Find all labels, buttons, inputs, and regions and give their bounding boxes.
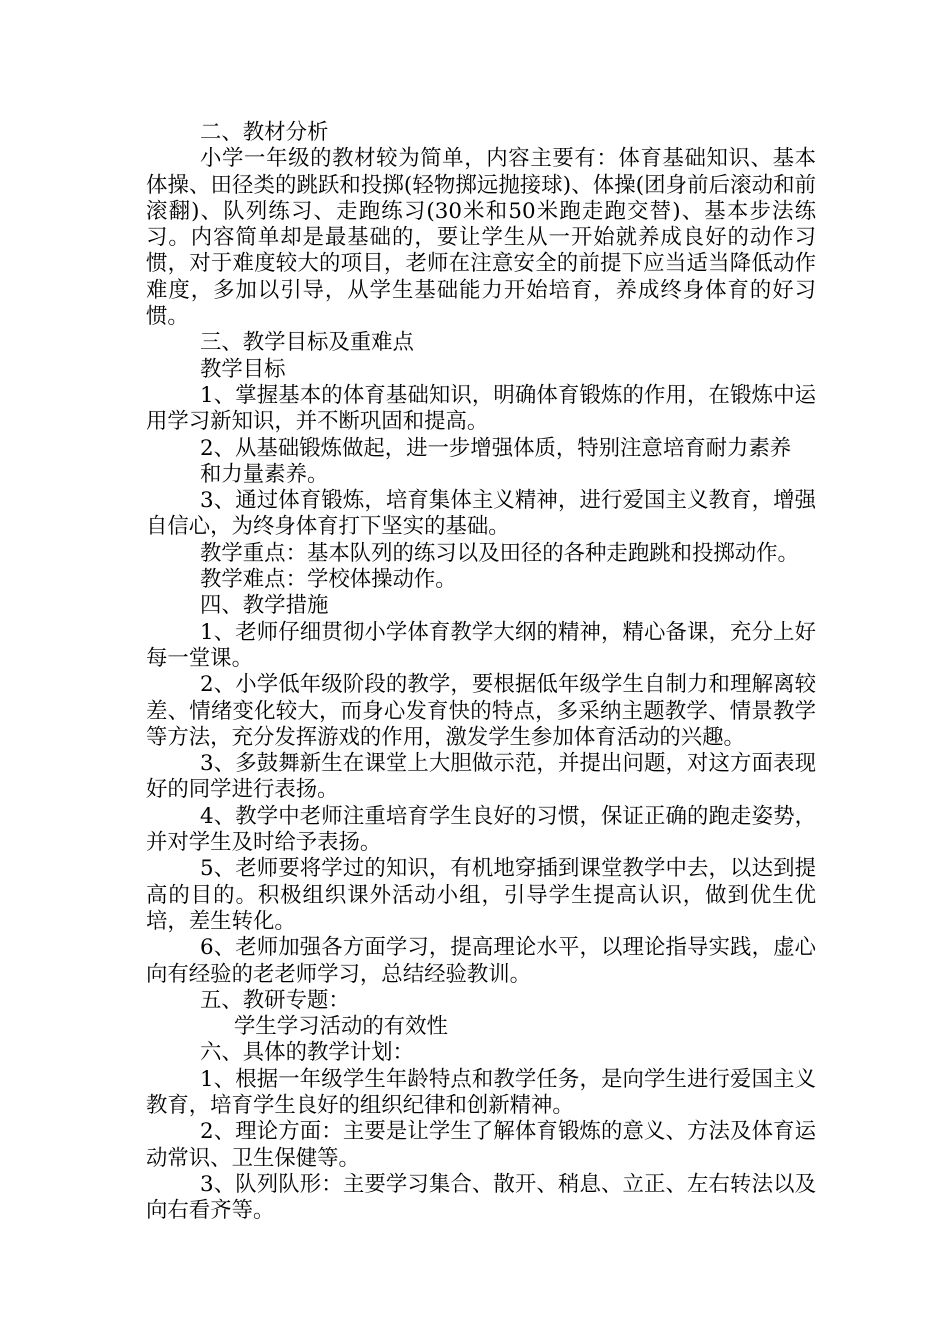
research-topic: 学生学习活动的有效性 (234, 1014, 448, 1040)
plan-item-3: 3、队列队形：主要学习集合、散开、稍息、立正、左右转法以及向右看齐等。 (146, 1171, 816, 1224)
goal-item-1: 1、掌握基本的体育基础知识，明确体育锻炼的作用，在锻炼中运用学习新知识，并不断巩固和提高。 (146, 382, 816, 435)
section-heading-textbook-analysis: 二、教材分析 (200, 120, 329, 145)
section-heading-teaching-measures: 四、教学措施 (200, 593, 329, 619)
measure-item-4: 4、教学中老师注重培育学生良好的习惯，保证正确的跑走姿势，并对学生及时给予表扬。 (146, 803, 816, 856)
section-heading-research-topic: 五、教研专题： (200, 987, 350, 1013)
measure-item-2: 2、小学低年级阶段的教学，要根据低年级学生自制力和理解离较差、情绪变化较大，而身心发育快的特点，多采纳主题教学、情景教学等方法，充分发挥游戏的作用，激发学生参加体育活动的兴趣。 (146, 672, 816, 750)
plan-item-2: 2、理论方面：主要是让学生了解体育锻炼的意义、方法及体育运动常识、卫生保健等。 (146, 1119, 816, 1171)
teaching-difficult-points: 教学难点：学校体操动作。 (200, 567, 457, 593)
plan-item-1: 1、根据一年级学生年龄特点和教学任务，是向学生进行爱国主义教育，培育学生良好的组织纪律和创新精神。 (146, 1066, 816, 1118)
document-body (146, 120, 816, 1224)
goal-item-2-continued: 和力量素养。 (200, 461, 329, 487)
measure-item-1: 1、老师仔细贯彻小学体育教学大纲的精神，精心备课，充分上好每一堂课。 (146, 619, 816, 671)
section-heading-teaching-goals: 三、教学目标及重难点 (200, 330, 414, 356)
teaching-key-points: 教学重点：基本队列的练习以及田径的各种走跑跳和投掷动作。 (200, 540, 799, 566)
measure-item-6: 6、老师加强各方面学习，提高理论水平，以理论指导实践，虚心向有经验的老老师学习，总结经验教训。 (146, 935, 816, 987)
paragraph-textbook-analysis: 小学一年级的教材较为简单，内容主要有：体育基础知识、基本体操、田径类的跳跃和投掷(轻物掷远抛接球)、体操(团身前后滚动和前滚翻)、队列练习、走跑练习(30米和50米跑走跑交替)、基本步法练习。内容简单却是最基础的，要让学生从一开始就养成良好的动作习惯，对于难度较大的项目，老师在注意安全的前提下应当适当降低动作难度，多加以引导，从学生基础能力开始培育，养成终身体育的好习惯。 (146, 146, 816, 330)
measure-item-3: 3、多鼓舞新生在课堂上大胆做示范，并提出问题，对这方面表现好的同学进行表扬。 (146, 751, 816, 803)
subheading-teaching-goals: 教学目标 (200, 356, 286, 382)
goal-item-3: 3、通过体育锻炼，培育集体主义精神，进行爱国主义教育，增强自信心，为终身体育打下坚实的基础。 (146, 488, 816, 540)
measure-item-5: 5、老师要将学过的知识，有机地穿插到课堂教学中去，以达到提高的目的。积极组织课外活动小组，引导学生提高认识，做到优生优培，差生转化。 (146, 856, 816, 934)
section-heading-teaching-plan: 六、具体的教学计划： (200, 1040, 414, 1066)
goal-item-2: 2、从基础锻炼做起，进一步增强体质，特别注意培育耐力素养 (200, 435, 792, 461)
